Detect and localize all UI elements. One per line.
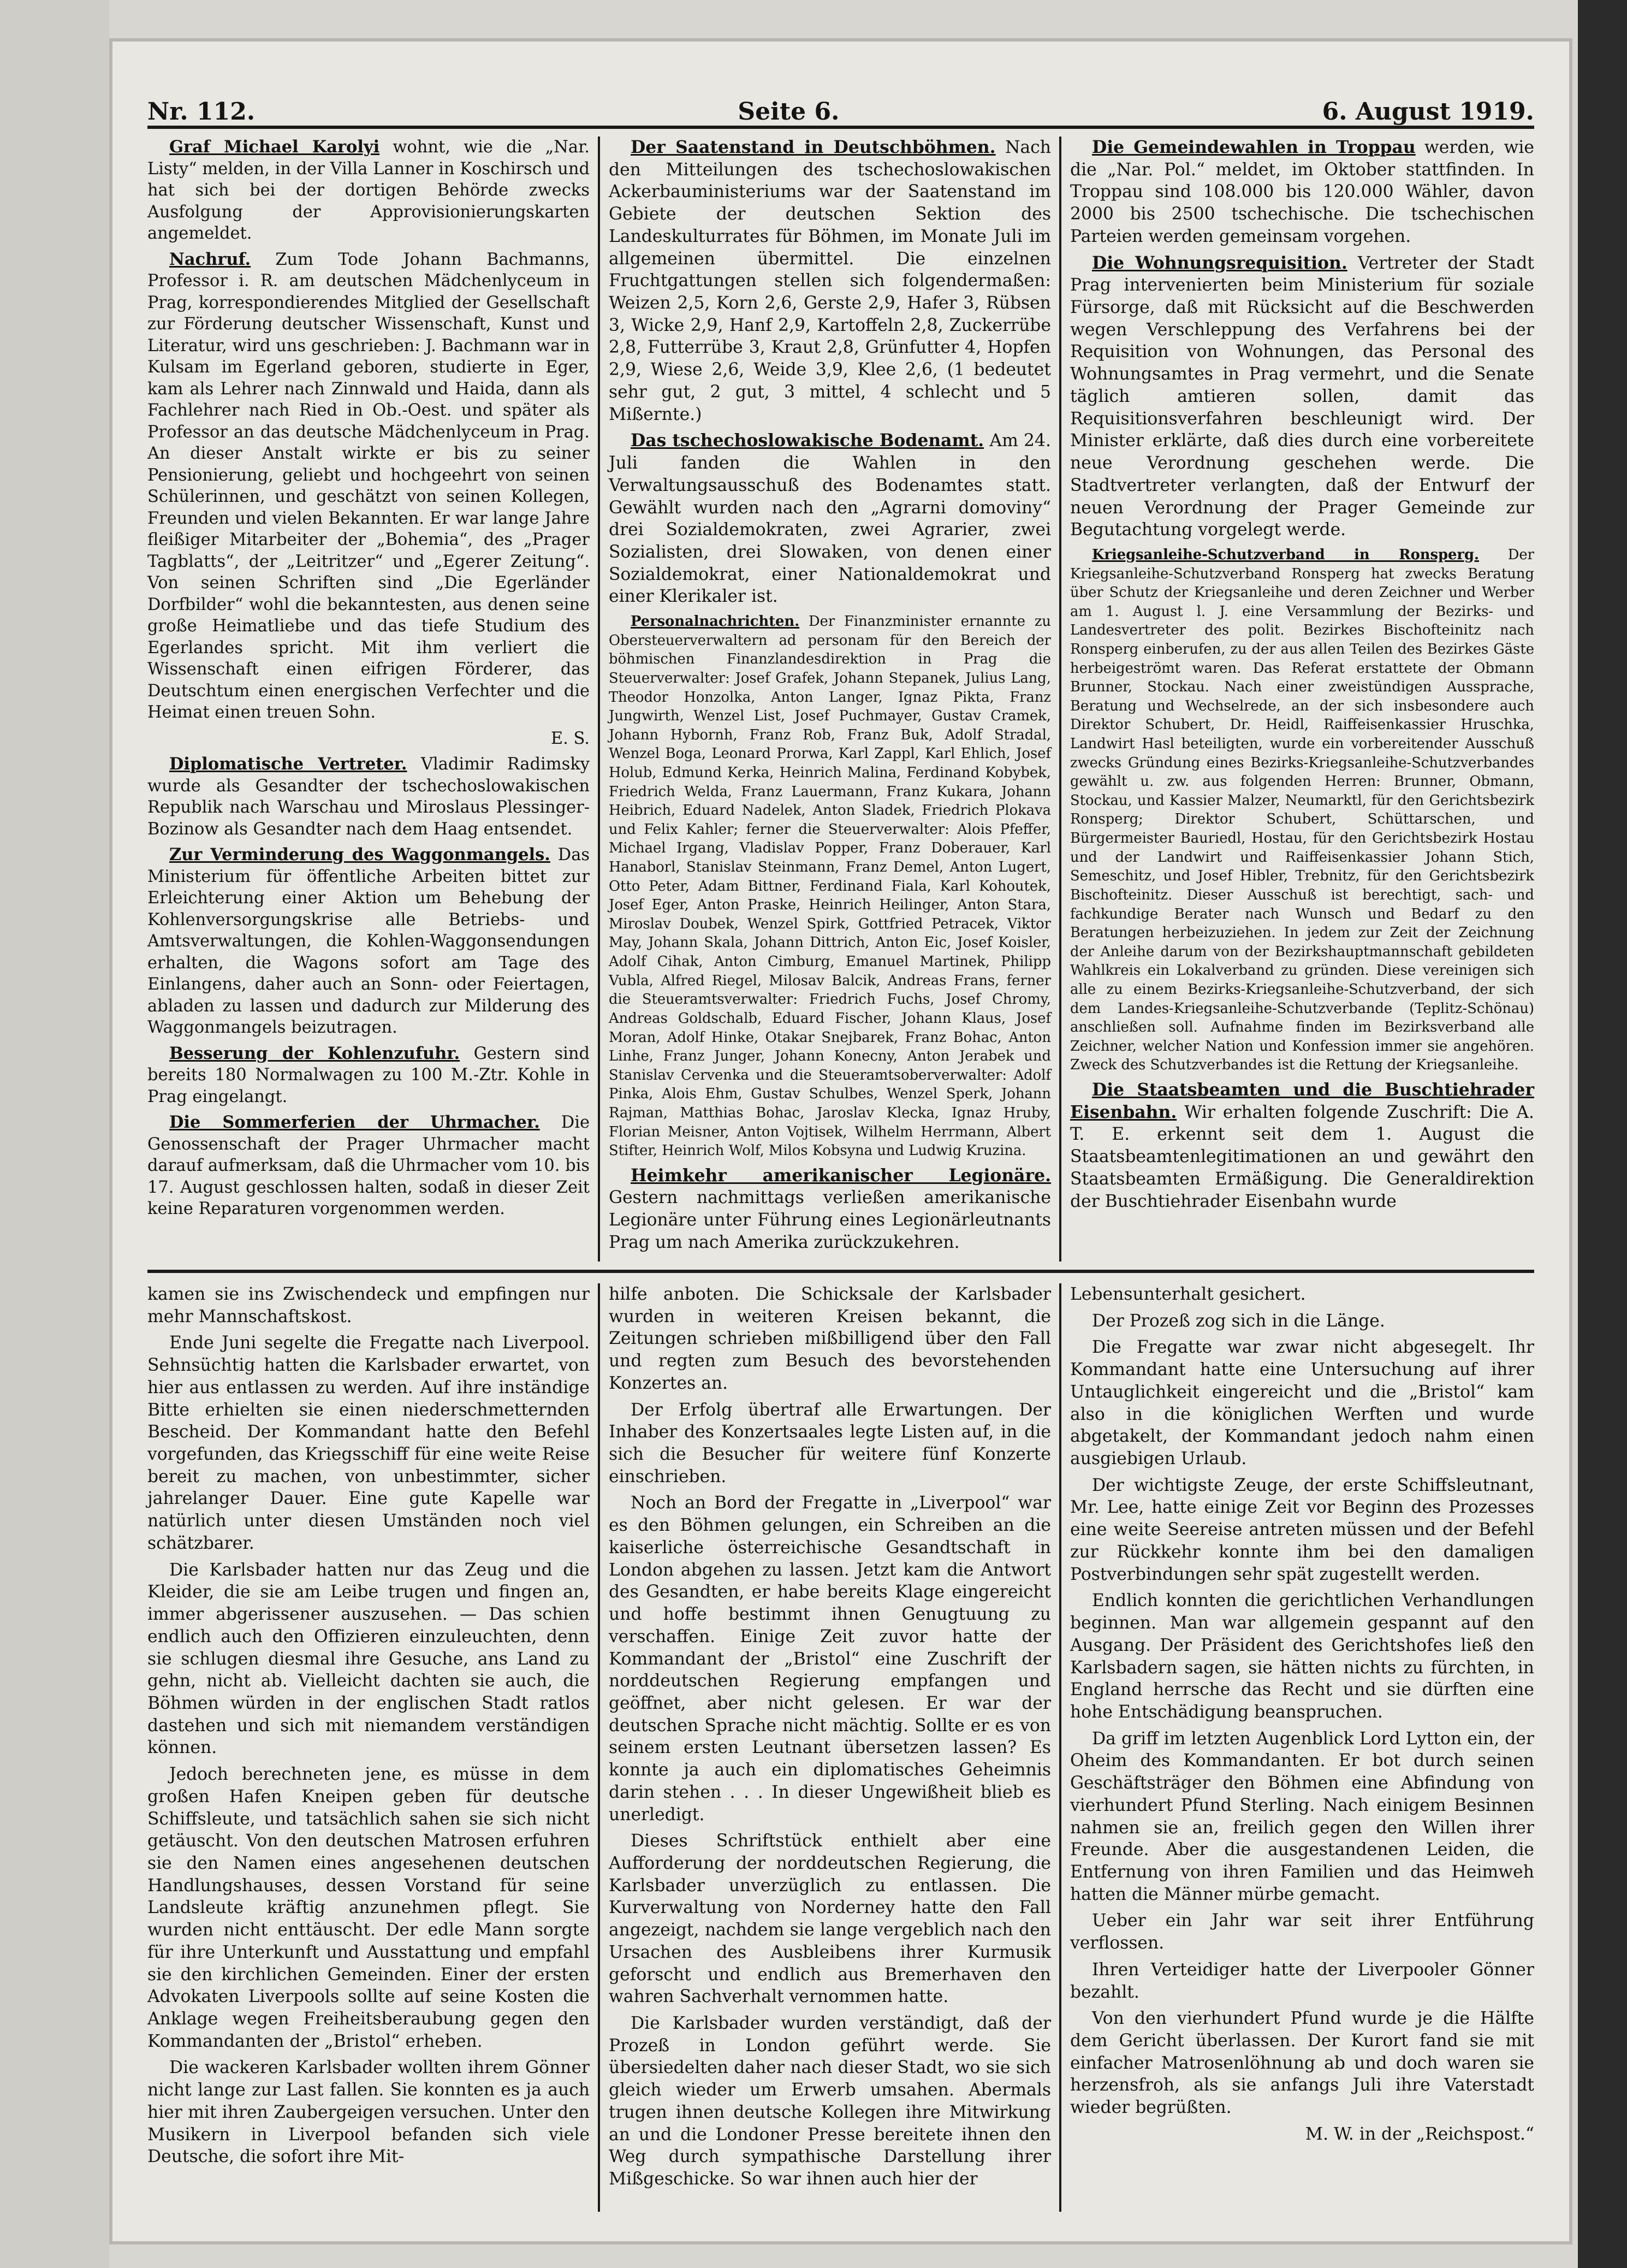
issue-number: Nr. 112. (147, 98, 256, 126)
page-header (147, 87, 1534, 129)
column-rule (598, 1283, 600, 2212)
column-lower-right: Lebensunterhalt gesichert. Der Prozeß zog sich in die Länge. Die Fregatte war zwar nicht abgesegelt. Ihr Kommandant hatte eine Untersuchung auf ihrer Untauglichkeit eingereicht und die „Bristol“ kam also in die königlichen Werften und wurde abgetakelt, der Kommandant jedoch nahm einen ausgiebigen Urlaub. Der wichtigste Zeuge, der erste Schiffsleutnant, Mr. Lee, hatte einige Zeit vor Beginn des Prozesses eine weite Seereise antreten müssen und der Befehl zur Rückkehr konnte ihm bei den damaligen Postverbindungen sehr spät zugestellt werden. Endlich konnten die gerichtlichen Verhandlungen beginnen. Man war allgemein gespannt auf den Ausgang. Der Präsident des Gerichtshofes ließ den Karlsbadern sagen, sie hätten nichts zu fürchten, in England herrsche das Recht und sie dürften eine hohe Entschädigung beanspruchen. Da griff im letzten Augenblick Lord Lytton ein, der Oheim des Kommandanten. Er bot durch seinen Geschäftsträger den Böhmen eine Abfindung von vierhundert Pfund Sterling. Nach einigem Besinnen nahmen sie an, freilich gegen den Willen ihrer Freunde. Aber die ausgestandenen Leiden, die Entfernung von ihren Familien und das Heimweh hatten die Männer mürbe gemacht. Ueber ein Jahr war seit ihrer Entführung verflossen. Ihren Verteidiger hatte der Liverpooler Gönner bezahlt. Von den vierhundert Pfund wurde je die Hälfte dem Gericht überlassen. Der Kurort fand sie mit einfacher Matrosenlöhnung ab und doch waren sie herzensfroh, als sie anfangs Juli ihre Vaterstadt wieder begrüßten. M. W. in der „Reichspost.“ (1070, 1283, 1534, 2212)
article-kriegsanleihe: Kriegsanleihe-Schutzverband in Ronsperg. Der Kriegsanleihe-Schutzverband Ronsperg hat zwecks Beratung über Schutz der Kriegsanleihe und deren Zeichner und Werber am 1. August l. J. eine Versammlung der Bezirks- und Landesvertreter des polit. Bezirkes Bischofteinitz nach Ronsperg einberufen, zu der aus allen Teilen des Bezirkes Gäste herbeigeströmt waren. Das Referat erstattete der Obmann Brunner, Stockau. Nach einer zweistündigen Aussprache, Beratung und Wechselrede, an der sich insbesondere auch Direktor Schubert, Dr. Heidl, Raiffeisenkassier Hruschka, Landwirt Hasl beteiligten, wurde ein vorbereitender Ausschuß zwecks Gründung eines Bezirks-Kriegsanleihe-Schutzverbandes gewählt u. zw. aus folgenden Herren: Brunner, Obmann, Stockau, und Kassier Malzer, Neumarktl, für den Gerichtsbezirk Ronsperg; Direktor Schubert, Schüttarschen, und Bürgermeister Bauriedl, Hostau, für den Gerichtsbezirk Hostau und der Landwirt und Raiffeisenkassier Johann Stich, Semeschitz, und Josef Hibler, Trebnitz, für den Gerichtsbezirk Bischofteinitz. Dieser Ausschuß ist berechtigt, sach- und fachkundige Berater nach Wunsch und Bedarf zu den Beratungen herbeizuziehen. In jedem zur Zeit der Zeichnung der Anleihe darum von der Bezirkshauptmannschaft gebildeten Wahlkreis ein Lokalverband zu gründen. Diese vereinigen sich alle zu einem Bezirks-Kriegsanleihe-Schutzverband, der sich dem Landes-Kriegsanleihe-Schutzverbande (Teplitz-Schönau) anschließen soll. Aufnahme finden im Bezirksverband alle Zeichner, welcher Nation und Konfession immer sie angehören. Zweck des Schutzverbandes ist die Rettung der Kriegsanleihe. (1070, 546, 1534, 1074)
column-upper-right (1070, 137, 1534, 1262)
article-nachruf: Nachruf. Zum Tode Johann Bachmanns, Professor i. R. am deutschen Mädchenlyceum in Prag, korrespondierendes Mitglied der Gesellschaft zur Förderung deutscher Wissenschaft, Kunst und Literatur, wird uns geschrieben: J. Bachmann war in Kulsam im Egerland geboren, studierte in Eger, kam als Lehrer nach Zinnwald und Haida, dann als Fachlehrer nach Ried in Ob.-Oest. und später als Professor an das deutsche Mädchenlyceum in Prag. An dieser Anstalt wirkte er bis zu seiner Pensionierung, geliebt und hochgeehrt von seinen Schülerinnen, und geschätzt von seinen Kollegen, Freunden und vielen Bekannten. Er war lange Jahre fleißiger Mitarbeiter der „Bohemia“, des „Prager Tagblatts“, der „Leitritzer“ und „Egerer Zeitung“. Von seinen Schriften sind „Die Egerländer Dorfbilder“ wohl die bekanntesten, aus denen seine große Heimatliebe und das tiefe Studium des Egerlandes spricht. Mit ihm verliert die Wissenschaft einen eifrigen Förderer, das Deutschtum einen energischen Verfechter und die Heimat einen treuen Sohn. (147, 249, 590, 722)
article-nachruf-signature: E. S. (550, 729, 590, 748)
article-waggonmangel: Zur Verminderung des Waggonmangels. Das Ministerium für öffentliche Arbeiten bittet zur Erleichterung einer Aktion um Behebung der Kohlenversorgungskrise alle Betriebs- und Amtsverwaltungen, die Kohlen-Waggonsendungen erhalten, die Wagons sofort am Tage des Einlangens, daher auch an Sonn- oder Feiertagen, abladen zu lassen und dadurch zur Milderung des Waggonmangels beizutragen. (147, 845, 590, 1037)
column-rule (1059, 1283, 1061, 2212)
column-upper-left (147, 137, 590, 1262)
column-upper-middle (609, 137, 1051, 1262)
article-troppau: Die Gemeindewahlen in Troppau werden, wie die „Nar. Pol.“ meldet, im Oktober stattfinden. In Troppau sind 108.000 bis 120.000 Wähler, davon 2000 bis 2500 tschechische. Die tschechischen Parteien werden gemeinsam vorgehen. (1070, 137, 1534, 246)
article-staatsbeamte: Die Staatsbeamten und die Buschtiehrader Eisenbahn. Wir erhalten folgende Zuschrift: Die A. T. E. erkennt seit dem 1. August die Staatsbeamtenlegitimationen an und gewährt den Staatsbeamten Ermäßigung. Die Generaldirektion der Buschtiehrader Eisenbahn wurde (1070, 1080, 1534, 1211)
column-lower-middle: hilfe anboten. Die Schicksale der Karlsbader wurden in weiteren Kreisen bekannt, die Zeitungen schrieben mißbilligend über den Fall und regten zum Besuch des bevorstehenden Konzertes an. Der Erfolg übertraf alle Erwartungen. Der Inhaber des Konzertsaales legte Listen auf, in die sich die Besucher für weitere fünf Konzerte einschrieben. Noch an Bord der Fregatte in „Liverpool“ war es den Böhmen gelungen, ein Schreiben an die kaiserliche österreichische Gesandtschaft in London abgehen zu lassen. Jetzt kam die Antwort des Gesandten, er habe bereits Klage eingereicht und hoffe bestimmt ihnen Genugtuung zu verschaffen. Einige Zeit zuvor hatte der Kommandant der „Bristol“ eine Zuschrift der norddeutschen Regierung empfangen und geöffnet, aber nicht gelesen. Er war der deutschen Sprache nicht mächtig. Sollte er es von seinem ersten Leutnant übersetzen lassen? Es konnte ja auch ein diplomatisches Geheimnis darin stehen . . . In dieser Ungewißheit blieb es unerledigt. Dieses Schriftstück enthielt aber eine Aufforderung der norddeutschen Regierung, die Karlsbader unverzüglich zu entlassen. Die Kurverwaltung von Norderney hatte den Fall angezeigt, nachdem sie lange vergeblich nach den Ursachen des Ausbleibens ihrer Kurmusik geforscht und endlich aus Bremerhaven den wahren Sachverhalt vernommen hatte. Die Karlsbader wurden verständigt, daß der Prozeß in London geführt werde. Sie übersiedelten daher nach dieser Stadt, wo sie sich gleich wieder um Erwerb umsahen. Abermals trugen ihnen deutsche Kollegen ihre Mitwirkung an und die Londoner Presse bereitete ihnen den Weg durch sympathische Darstellung ihrer Mißgeschicke. So war ihnen auch hier der (609, 1284, 1051, 2189)
article-wohnungsrequisition: Die Wohnungsrequisition. Vertreter der Stadt Prag intervenierten beim Ministerium für soziale Fürsorge, daß mit Rücksicht auf die Beschwerden wegen Verschleppung des Verfahrens bei der Requisition von Wohnungen, das Personal des Wohnungsamtes in Prag vermehrt, und die Senate täglich amtieren sollen, damit das Requisitionsverfahren beschleunigt wird. Der Minister erklärte, daß dies durch eine vorbereitete neue Verordnung geschehen werde. Die Stadtvertreter verlangten, daß der Entwurf der neuen Verordnung der Prager Gemeinde zur Begutachtung vorgelegt werde. (1070, 252, 1534, 540)
scan-binding-edge (1578, 0, 1627, 2268)
feuilleton-signature: M. W. in der „Reichspost.“ (1305, 2124, 1534, 2144)
article-saatenstand: Der Saatenstand in Deutschböhmen. Nach den Mitteilungen des tschechoslowakischen Ackerbauministeriums war der Saatenstand im Gebiete der deutschen Sektion des Landeskulturrates für Böhmen, im Monate Juli im allgemeinen übermittel. Die einzelnen Fruchtgattungen stellen sich folgendermaßen: Weizen 2,5, Korn 2,6, Gerste 2,9, Hafer 3, Rübsen 3, Wicke 2,9, Hanf 2,9, Kartoffeln 2,8, Zuckerrübe 2,8, Futterrübe 3, Kraut 2,8, Grünfutter 4, Hopfen 2,9, Wiese 2,6, Weide 3,9, Klee 2,6, (1 bedeutet sehr gut, 2 gut, 3 mittel, 4 schlecht und 5 Mißernte.) (609, 137, 1051, 424)
column-lower-left: kamen sie ins Zwischendeck und empfingen nur mehr Mannschaftskost. Ende Juni segelte die Fregatte nach Liverpool. Sehnsüchtig hatten die Karlsbader erwartet, von hier aus entlassen zu werden. Auf ihre inständige Bitte erhielten sie einen niederschmetternden Bescheid. Der Kommandant hatte den Befehl vorgefunden, das Kriegsschiff für eine weite Reise bereit zu machen, von unbestimmter, sicher jahrelanger Dauer. Eine gute Kapelle war natürlich unter diesen Umständen noch viel schätzbarer. Die Karlsbader hatten nur das Zeug und die Kleider, die sie am Leibe trugen und fingen an, immer abgerissener auszusehen. — Das schien endlich auch den Offizieren einzuleuchten, denn sie schlugen diesmal ihre Gesuche, ans Land zu gehn, nicht ab. Vielleicht dachten sie auch, die Böhmen würden in der englischen Stadt ratlos dastehen und sich mit niemandem verständigen können. Jedoch berechneten jene, es müsse in dem großen Hafen Kneipen geben für deutsche Schiffsleute, und tatsächlich sahen sie sich nicht getäuscht. Von den deutschen Matrosen erfuhren sie den Namen eines angesehenen deutschen Handlungshauses, dessen Vorstand für seine Landsleute kräftig anzunehmen pflegt. Sie wurden nicht enttäuscht. Der edle Mann sorgte für ihre Unterkunft und Ausstattung und empfahl sie den kirchlichen Gemeinden. Einer der ersten Advokaten Liverpools sollte auf seine Kosten die Anklage wegen Freiheitsberaubung gegen den Kommandanten der „Bristol“ erheben. Die wackeren Karlsbader wollten ihrem Gönner nicht lange zur Last fallen. Sie konnten es ja auch hier mit ihren Zaubergeigen versuchen. Unter den Musikern in Liverpool befanden sich viele Deutsche, die sofort ihre Mit- (147, 1284, 590, 2167)
column-rule (1059, 137, 1061, 1262)
article-legionaere: Heimkehr amerikanischer Legionäre. Gestern nachmittags verließen amerikanische Legionäre unter Führung eines Legionärleutnants Prag um nach Amerika zurückzukehren. (609, 1165, 1051, 1252)
article-kohlenzufuhr: Besserung der Kohlenzufuhr. Gestern sind bereits 180 Normalwagen zu 100 M.-Ztr. Kohle in Prag eingelangt. (147, 1043, 590, 1106)
article-diplomaten: Diplomatische Vertreter. Vladimir Radimsky wurde als Gesandter der tschechoslowakischen Republik nach Warschau und Miroslaus Plessinger-Bozinow als Gesandter nach dem Haag entsendet. (147, 754, 590, 839)
newspaper-page (109, 38, 1572, 2245)
column-rule (598, 137, 600, 1262)
issue-date: 6. August 1919. (1322, 98, 1534, 126)
article-karolyi: Graf Michael Karolyi wohnt, wie die „Nar. Listy“ melden, in der Villa Lanner in Koschirsch und hat sich bei der dortigen Behörde zwecks Ausfolgung der Approvisionierungskarten angemeldet. (147, 137, 590, 243)
page-number: Seite 6. (738, 98, 840, 126)
article-personalnachrichten: Personalnachrichten. Der Finanzminister ernannte zu Obersteuerverwaltern ad personam für den Bereich der böhmischen Finanzlandesdirektion in Prag die Steuerverwalter: Josef Grafek, Johann Stepanek, Julius Lang, Theodor Honzolka, Anton Langer, Ignaz Pikta, Franz Jungwirth, Wenzel List, Josef Puchmayer, Gustav Cramek, Johann Hybornh, Franz Rob, Franz Buk, Adolf Stradal, Wenzel Boga, Leonard Prorwa, Karl Zappl, Karl Ehlich, Josef Holub, Edmund Kerka, Heinrich Malina, Ferdinand Kobybek, Friedrich Welda, Franz Lauermann, Franz Kukara, Johann Heibrich, Eduard Nadelek, Anton Sladek, Friedrich Plokava und Felix Kahler; ferner die Steuerverwalter: Alois Pfeffer, Michael Irgang, Vladislav Popper, Franz Doberauer, Karl Hanaborl, Stanislav Steinmann, Franz Demel, Anton Lugert, Otto Peter, Adam Bittner, Ferdinand Fiala, Karl Kohoutek, Josef Eger, Anton Praske, Heinrich Heilinger, Anton Stara, Miroslav Doubek, Wenzel Spirk, Gottfried Petracek, Viktor May, Johann Skala, Johann Dittrich, Anton Eic, Josef Koisler, Adolf Cihak, Anton Cimburg, Emanuel Martinek, Philipp Vubla, Alfred Riegel, Milosav Balcik, Andreas Frans, ferner die Steueramtsverwalter: Friedrich Fuchs, Josef Chromy, Andreas Goldschalb, Eduard Fischer, Johann Klaus, Josef Moran, Adolf Hinke, Otakar Snejbarek, Franz Bohac, Anton Linhe, Franz Junger, Johann Konecny, Anton Jerabek und Stanislav Cervenka und die Steueramtsoberverwalter: Adolf Pinka, Alois Ehm, Gustav Schulbes, Wenzel Sperk, Johann Rajman, Matthias Bohac, Jaroslav Klecka, Ignaz Hruby, Florian Meisner, Anton Vojtisek, Wilhelm Herrmann, Albert Stifter, Heinrich Wolf, Milos Kobsyna und Ludwig Kruzina. (609, 613, 1051, 1159)
section-divider (147, 1270, 1534, 1273)
article-uhrmacher: Die Sommerferien der Uhrmacher. Die Genossenschaft der Prager Uhrmacher macht darauf aufmerksam, daß die Uhrmacher vom 10. bis 17. August geschlossen halten, sodaß in dieser Zeit keine Reparaturen vorgenommen werden. (147, 1112, 590, 1218)
scan-left-margin (0, 0, 109, 2268)
article-bodenamt: Das tschechoslowakische Bodenamt. Am 24. Juli fanden die Wahlen in den Verwaltungsausschuß des Bodenamtes statt. Gewählt wurden nach den „Agrarni domoviny“ drei Sozialdemokraten, zwei Agrarier, zwei Sozialisten, drei Slowaken, von denen einer Sozialdemokrat, einer Nationaldemokrat und einer Klerikaler ist. (609, 430, 1052, 607)
